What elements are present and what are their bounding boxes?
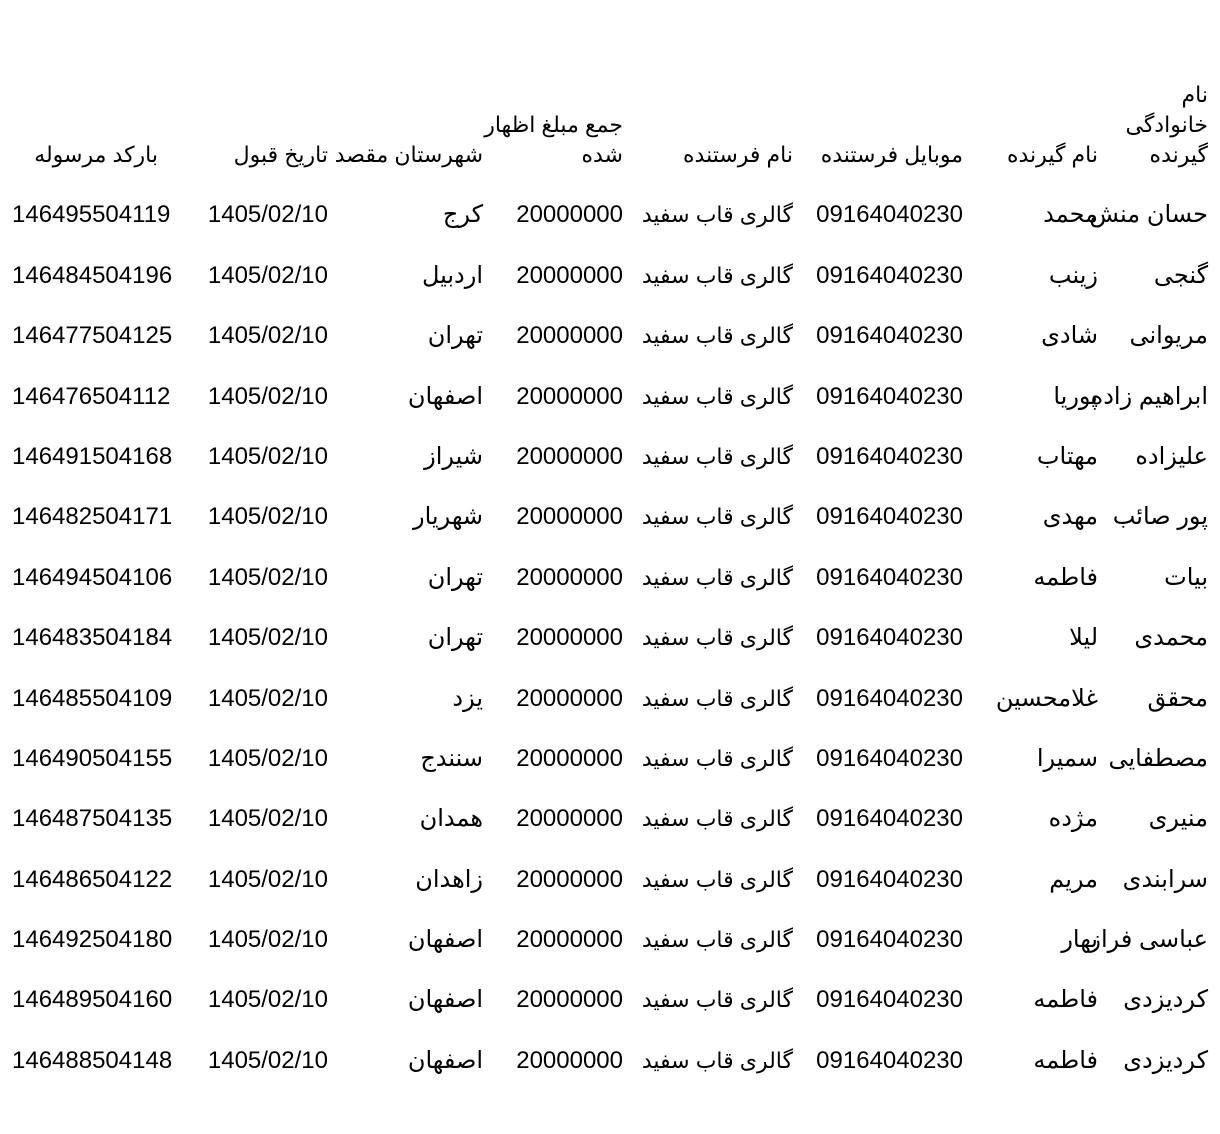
cell-mobile: 09164040230 xyxy=(816,1046,963,1074)
cell-name: محمد xyxy=(1043,201,1098,229)
cell-name: مریم xyxy=(1049,865,1098,893)
cell-date: 1405/02/10 xyxy=(207,624,328,652)
table-row xyxy=(12,291,1208,351)
cell-name: فاطمه xyxy=(1033,986,1098,1014)
cell-name: پوریا xyxy=(1053,382,1098,410)
cell-amount: 20000000 xyxy=(516,805,623,833)
cell-city: تهران xyxy=(427,322,483,350)
cell-city: شیراز xyxy=(424,442,483,470)
cell-name: سمیرا xyxy=(1036,744,1098,772)
cell-sender: گالری قاب سفید xyxy=(641,504,793,530)
table-row xyxy=(12,472,1208,532)
cell-amount: 20000000 xyxy=(516,624,623,652)
cell-name: لیلا xyxy=(1069,624,1098,652)
shipment-sheet xyxy=(12,80,1208,1076)
cell-barcode: 146486504122 xyxy=(12,865,173,893)
cell-family: محمدی xyxy=(1134,624,1208,652)
table-row xyxy=(12,834,1208,894)
cell-mobile: 09164040230 xyxy=(816,382,963,410)
table-row xyxy=(12,170,1208,230)
cell-family: عباسی فراز xyxy=(1089,926,1208,954)
cell-sender: گالری قاب سفید xyxy=(641,564,793,590)
cell-date: 1405/02/10 xyxy=(207,1046,328,1074)
cell-mobile: 09164040230 xyxy=(816,744,963,772)
cell-city: یزد xyxy=(452,684,483,712)
cell-barcode: 146485504109 xyxy=(12,684,173,712)
cell-mobile: 09164040230 xyxy=(816,261,963,289)
cell-date: 1405/02/10 xyxy=(207,442,328,470)
cell-city: کرج xyxy=(442,201,483,229)
cell-name: فاطمه xyxy=(1033,563,1098,591)
cell-amount: 20000000 xyxy=(516,986,623,1014)
cell-mobile: 09164040230 xyxy=(816,805,963,833)
cell-family: ابراهیم زاده xyxy=(1090,382,1208,410)
table-row xyxy=(12,1015,1208,1075)
cell-amount: 20000000 xyxy=(516,744,623,772)
cell-sender: گالری قاب سفید xyxy=(641,927,793,953)
header-name: نام گیرنده xyxy=(1006,142,1098,167)
cell-family: پور صائب xyxy=(1112,503,1208,531)
cell-amount: 20000000 xyxy=(516,322,623,350)
cell-date: 1405/02/10 xyxy=(207,261,328,289)
cell-barcode: 146488504148 xyxy=(12,1046,173,1074)
cell-name: شادی xyxy=(1041,322,1098,350)
header-amount: جمع مبلغ اظهار شده xyxy=(484,112,623,167)
cell-city: اصفهان xyxy=(407,986,483,1014)
table-row xyxy=(12,412,1208,472)
cell-barcode: 146495504119 xyxy=(12,201,171,229)
cell-sender: گالری قاب سفید xyxy=(641,383,793,409)
cell-barcode: 146491504168 xyxy=(12,442,173,470)
cell-date: 1405/02/10 xyxy=(207,563,328,591)
cell-date: 1405/02/10 xyxy=(207,201,328,229)
cell-barcode: 146489504160 xyxy=(12,986,173,1014)
cell-date: 1405/02/10 xyxy=(207,322,328,350)
cell-family: علیزاده xyxy=(1135,442,1208,470)
cell-sender: گالری قاب سفید xyxy=(641,323,793,349)
header-sender: نام فرستنده xyxy=(683,142,793,167)
table-row xyxy=(12,955,1208,1015)
cell-sender: گالری قاب سفید xyxy=(641,866,793,892)
cell-name: مهدی xyxy=(1042,503,1098,531)
cell-amount: 20000000 xyxy=(516,926,623,954)
cell-family: منیری xyxy=(1148,805,1208,833)
cell-city: سنندج xyxy=(420,744,483,772)
cell-barcode: 146483504184 xyxy=(12,624,173,652)
cell-sender: گالری قاب سفید xyxy=(641,262,793,288)
cell-amount: 20000000 xyxy=(516,201,623,229)
cell-name: غلامحسین xyxy=(995,684,1098,712)
cell-family: حسان منش xyxy=(1089,201,1208,229)
cell-name: زینب xyxy=(1048,261,1098,289)
cell-barcode: 146487504135 xyxy=(12,805,173,833)
cell-family: سرابندی xyxy=(1122,865,1208,893)
cell-family: مصطفایی xyxy=(1108,744,1208,772)
header-row xyxy=(12,80,1208,170)
cell-barcode: 146490504155 xyxy=(12,744,173,772)
cell-amount: 20000000 xyxy=(516,563,623,591)
cell-barcode: 146476504112 xyxy=(12,382,171,410)
cell-amount: 20000000 xyxy=(516,382,623,410)
cell-name: فاطمه xyxy=(1033,1046,1098,1074)
cell-date: 1405/02/10 xyxy=(207,684,328,712)
cell-sender: گالری قاب سفید xyxy=(641,987,793,1013)
cell-sender: گالری قاب سفید xyxy=(641,202,793,228)
cell-date: 1405/02/10 xyxy=(207,744,328,772)
cell-barcode: 146484504196 xyxy=(12,261,173,289)
table-body xyxy=(12,170,1208,1076)
table-row xyxy=(12,714,1208,774)
cell-barcode: 146494504106 xyxy=(12,563,173,591)
cell-city: زاهدان xyxy=(415,865,483,893)
header-city: شهرستان مقصد xyxy=(334,142,483,167)
cell-date: 1405/02/10 xyxy=(207,503,328,531)
header-date: تاریخ قبول xyxy=(233,142,328,167)
cell-city: اردبیل xyxy=(421,261,483,289)
cell-city: اصفهان xyxy=(407,926,483,954)
cell-sender: گالری قاب سفید xyxy=(641,745,793,771)
cell-barcode: 146482504171 xyxy=(12,503,173,531)
table-row xyxy=(12,230,1208,290)
cell-family: محقق xyxy=(1147,684,1208,712)
cell-city: همدان xyxy=(419,805,483,833)
cell-sender: گالری قاب سفید xyxy=(641,685,793,711)
cell-family: مریوانی xyxy=(1129,322,1208,350)
cell-sender: گالری قاب سفید xyxy=(641,806,793,832)
table-row xyxy=(12,895,1208,955)
cell-family: گنجی xyxy=(1153,261,1208,289)
cell-city: اصفهان xyxy=(407,1046,483,1074)
table-row xyxy=(12,774,1208,834)
cell-family: کردیزدی xyxy=(1123,986,1208,1014)
cell-family: بیات xyxy=(1164,563,1208,591)
cell-mobile: 09164040230 xyxy=(816,684,963,712)
cell-amount: 20000000 xyxy=(516,865,623,893)
cell-amount: 20000000 xyxy=(516,261,623,289)
cell-mobile: 09164040230 xyxy=(816,624,963,652)
cell-amount: 20000000 xyxy=(516,1046,623,1074)
cell-mobile: 09164040230 xyxy=(816,322,963,350)
cell-mobile: 09164040230 xyxy=(816,442,963,470)
cell-city: تهران xyxy=(427,563,483,591)
header-barcode: بارکد مرسوله xyxy=(34,142,158,167)
cell-date: 1405/02/10 xyxy=(207,805,328,833)
cell-sender: گالری قاب سفید xyxy=(641,443,793,469)
cell-barcode: 146492504180 xyxy=(12,926,173,954)
cell-name: مژده xyxy=(1048,805,1098,833)
cell-city: اصفهان xyxy=(407,382,483,410)
cell-city: تهران xyxy=(427,624,483,652)
cell-date: 1405/02/10 xyxy=(207,865,328,893)
cell-mobile: 09164040230 xyxy=(816,865,963,893)
cell-name: بهار xyxy=(1061,926,1098,954)
cell-family: کردیزدی xyxy=(1123,1046,1208,1074)
cell-name: مهتاب xyxy=(1036,442,1098,470)
table-row xyxy=(12,351,1208,411)
table-row xyxy=(12,532,1208,592)
header-mobile: موبایل فرستنده xyxy=(820,142,963,167)
cell-amount: 20000000 xyxy=(516,684,623,712)
cell-date: 1405/02/10 xyxy=(207,382,328,410)
table-row xyxy=(12,653,1208,713)
cell-amount: 20000000 xyxy=(516,442,623,470)
cell-mobile: 09164040230 xyxy=(816,563,963,591)
header-family: نام خانوادگی گیرنده xyxy=(1125,82,1208,167)
cell-mobile: 09164040230 xyxy=(816,503,963,531)
cell-amount: 20000000 xyxy=(516,503,623,531)
cell-date: 1405/02/10 xyxy=(207,926,328,954)
cell-mobile: 09164040230 xyxy=(816,926,963,954)
cell-sender: گالری قاب سفید xyxy=(641,1047,793,1073)
cell-sender: گالری قاب سفید xyxy=(641,625,793,651)
shipments-table xyxy=(12,80,1208,1076)
cell-date: 1405/02/10 xyxy=(207,986,328,1014)
cell-city: شهریار xyxy=(413,503,483,531)
cell-barcode: 146477504125 xyxy=(12,322,173,350)
table-row xyxy=(12,593,1208,653)
cell-mobile: 09164040230 xyxy=(816,986,963,1014)
cell-mobile: 09164040230 xyxy=(816,201,963,229)
